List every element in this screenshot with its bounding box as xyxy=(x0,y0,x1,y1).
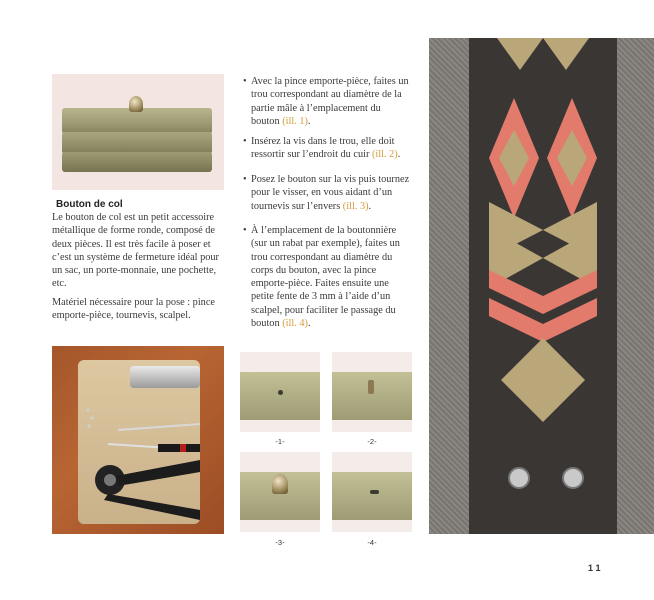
step-4 xyxy=(243,224,411,330)
step-4-end: . xyxy=(307,318,311,330)
step-2 xyxy=(243,135,411,162)
leather-band-photo xyxy=(429,38,654,534)
step-photo-3 xyxy=(240,452,320,532)
tools-photo xyxy=(52,346,224,534)
step-1-ref: (ill. 1) xyxy=(282,115,308,127)
step-photo-4 xyxy=(332,452,412,532)
materials-text: Matériel nécessaire pour la pose : pince emporte-pièce, tournevis, scalpel. xyxy=(52,297,215,322)
step-3-end: . xyxy=(368,200,372,212)
felt-band xyxy=(469,38,617,534)
step-2-text: Insérez la vis dans le trou, elle doit ressortir sur l’endroit du cuir xyxy=(251,136,395,161)
intro-paragraph xyxy=(52,211,230,291)
caption-2: -2- xyxy=(367,437,377,446)
step-2-end: . xyxy=(397,149,401,161)
caption-1: -1- xyxy=(275,437,285,446)
section-heading: Bouton de col xyxy=(56,199,123,210)
bullet: • xyxy=(243,174,247,185)
caption-3: -3- xyxy=(275,538,285,547)
step-photo-1 xyxy=(240,352,320,432)
step-4-ref: (ill. 4) xyxy=(282,318,308,330)
step-1-end: . xyxy=(307,115,311,127)
step-3 xyxy=(243,173,411,213)
intro-text: Le bouton de col est un petit accessoire métallique de forme ronde, composé de deux pièces. Il est très facile à poser et c’est un système de fermeture idéal pour un sac, un porte-monnaie, une pochette, etc. xyxy=(52,212,219,290)
step-2-ref: (ill. 2) xyxy=(371,149,398,161)
step-photo-2 xyxy=(332,352,412,432)
step-3-ref: (ill. 3) xyxy=(342,200,369,212)
clipboard xyxy=(78,360,200,524)
page-number: 11 xyxy=(588,563,604,573)
step-4-text: À l’emplacement de la boutonnière (sur un rabat par exemple), faites un trou correspondant au diamètre du corps du bouton, avec la pince emporte-pièce. Faites ensuite une petite fente de 3 mm à l’aide d’un scalpel, pour faciliter le passage du bouton xyxy=(251,225,400,330)
caption-4: -4- xyxy=(367,538,377,547)
bullet: • xyxy=(243,76,247,87)
bullet: • xyxy=(243,225,247,236)
bullet: • xyxy=(243,136,247,147)
step-1 xyxy=(243,75,411,128)
button-on-leather-photo xyxy=(52,74,224,190)
materials-paragraph xyxy=(52,296,230,323)
step-3-text: Posez le bouton sur la vis puis tournez pour le visser, en vous aidant d’un tournevis sur l’envers xyxy=(251,174,410,212)
step-1-text: Avec la pince emporte-pièce, faites un trou correspondant au diamètre de la partie mâle à l’emplacement du bouton xyxy=(251,76,409,127)
